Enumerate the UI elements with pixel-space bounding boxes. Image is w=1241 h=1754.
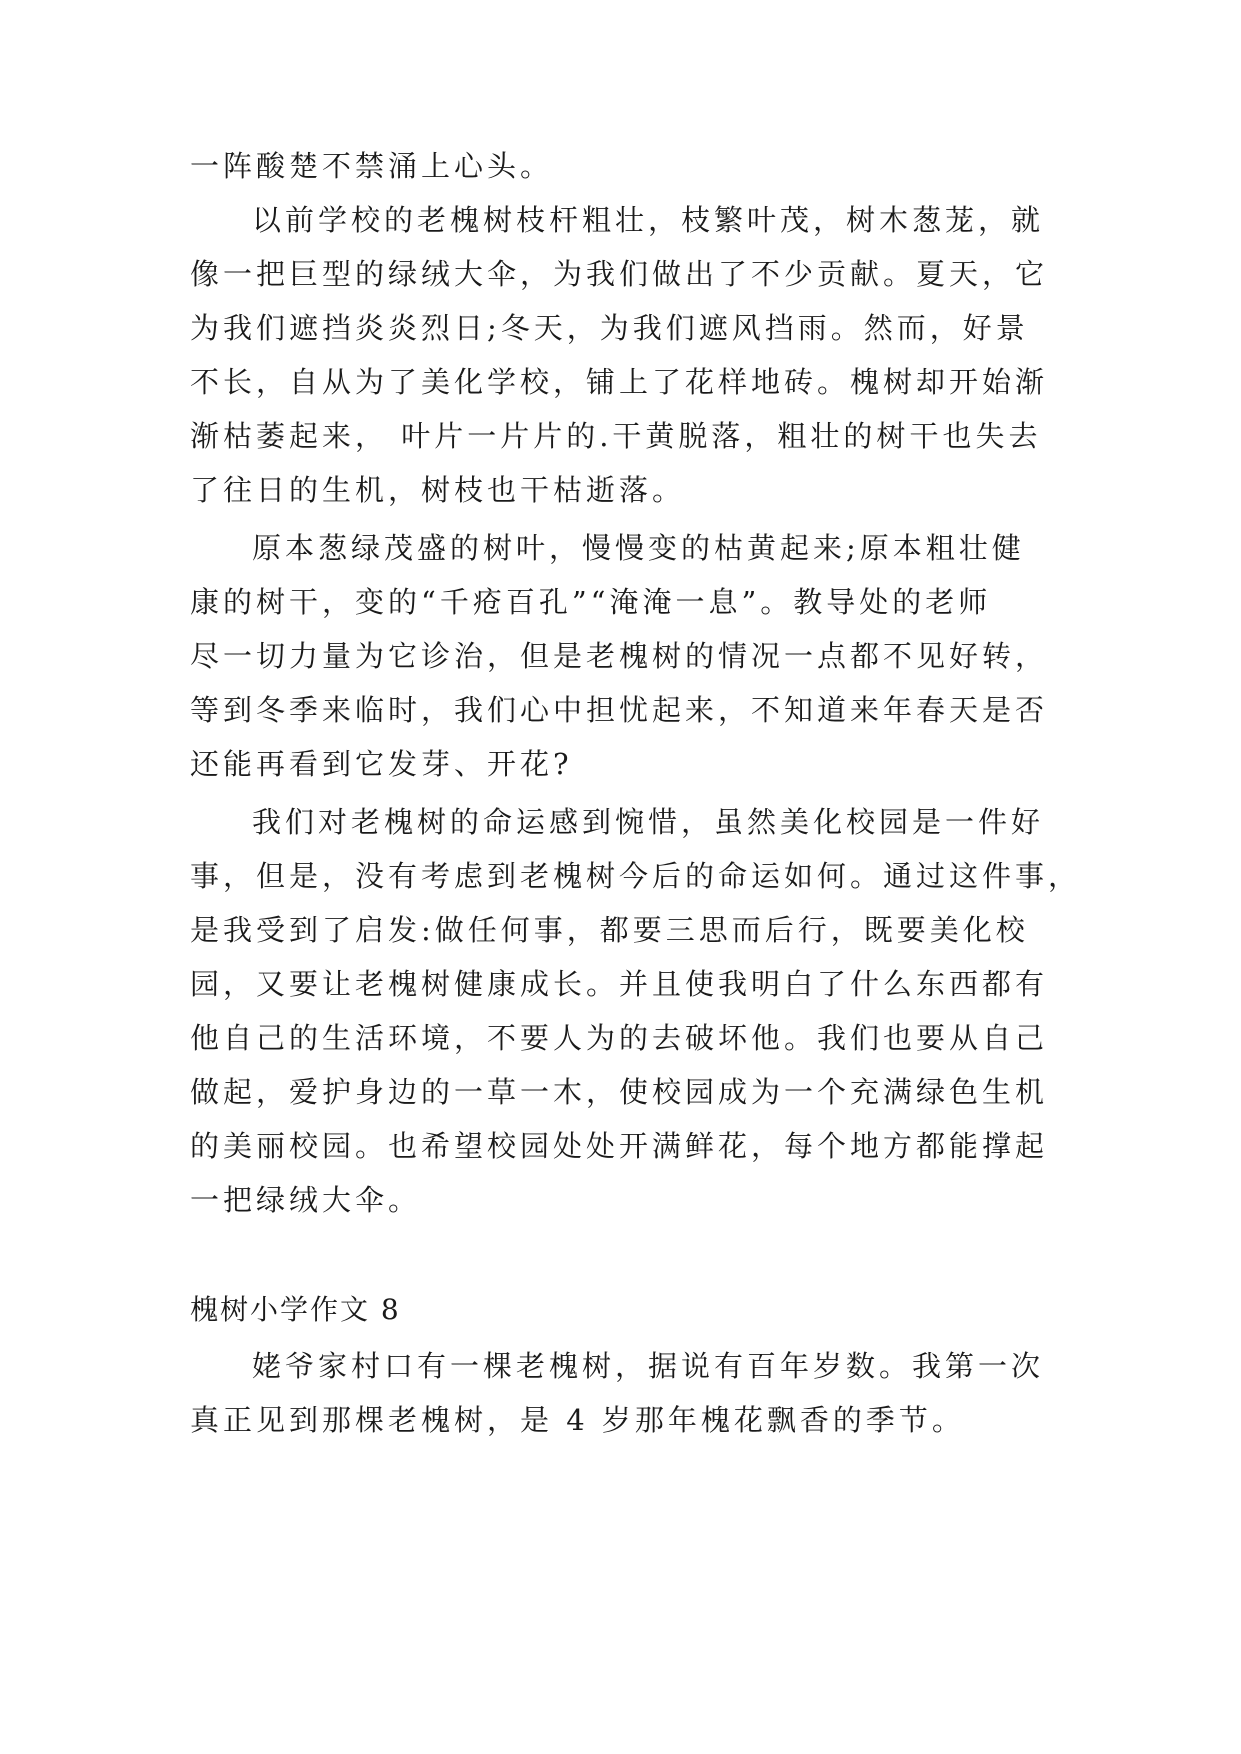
paragraph-line: 做起，爱护身边的一草一木，使校园成为一个充满绿色生机 [190, 1075, 1049, 1109]
paragraph-line: 原本葱绿茂盛的树叶，慢慢变的枯黄起来;原本粗壮健 [252, 531, 1025, 565]
paragraph-line: 他自己的生活环境，不要人为的去破坏他。我们也要从自己 [190, 1021, 1049, 1055]
paragraph-line: 了往日的生机，树枝也干枯逝落。 [190, 473, 686, 507]
paragraph-line: 一阵酸楚不禁涌上心头。 [190, 149, 554, 183]
paragraph-line: 的美丽校园。也希望校园处处开满鲜花，每个地方都能撑起 [190, 1129, 1049, 1163]
paragraph-line: 我们对老槐树的命运感到惋惜，虽然美化校园是一件好 [252, 805, 1045, 839]
paragraph-line: 姥爷家村口有一棵老槐树，据说有百年岁数。我第一次 [252, 1349, 1045, 1383]
paragraph-line: 真正见到那棵老槐树，是 4 岁那年槐花飘香的季节。 [190, 1403, 965, 1437]
paragraph-line: 像一把巨型的绿绒大伞，为我们做出了不少贡献。夏天，它 [190, 257, 1049, 291]
paragraph-line: 康的树干，变的“千疮百孔”“淹淹一息”。教导处的老师 [190, 585, 992, 619]
paragraph-line: 一把绿绒大伞。 [190, 1183, 422, 1217]
paragraph-line: 尽一切力量为它诊治，但是老槐树的情况一点都不见好转， [190, 639, 1049, 673]
paragraph-line: 不长，自从为了美化学校，铺上了花样地砖。槐树却开始渐 [190, 365, 1049, 399]
paragraph-line: 以前学校的老槐树枝杆粗壮，枝繁叶茂，树木葱茏，就 [252, 203, 1045, 237]
paragraph-line: 是我受到了启发:做任何事，都要三思而后行，既要美化校 [190, 913, 1029, 947]
section-heading: 槐树小学作文 8 [190, 1293, 401, 1326]
paragraph-line: 事，但是，没有考虑到老槐树今后的命运如何。通过这件事， [190, 859, 1082, 893]
paragraph-line: 为我们遮挡炎炎烈日;冬天，为我们遮风挡雨。然而，好景 [190, 311, 1029, 345]
paragraph-line: 园，又要让老槐树健康成长。并且使我明白了什么东西都有 [190, 967, 1049, 1001]
paragraph-line: 等到冬季来临时，我们心中担忧起来，不知道来年春天是否 [190, 693, 1049, 727]
paragraph-line: 渐枯萎起来， 叶片一片片的.干黄脱落，粗壮的树干也失去 [190, 419, 1042, 453]
paragraph-line: 还能再看到它发芽、开花? [190, 747, 573, 781]
